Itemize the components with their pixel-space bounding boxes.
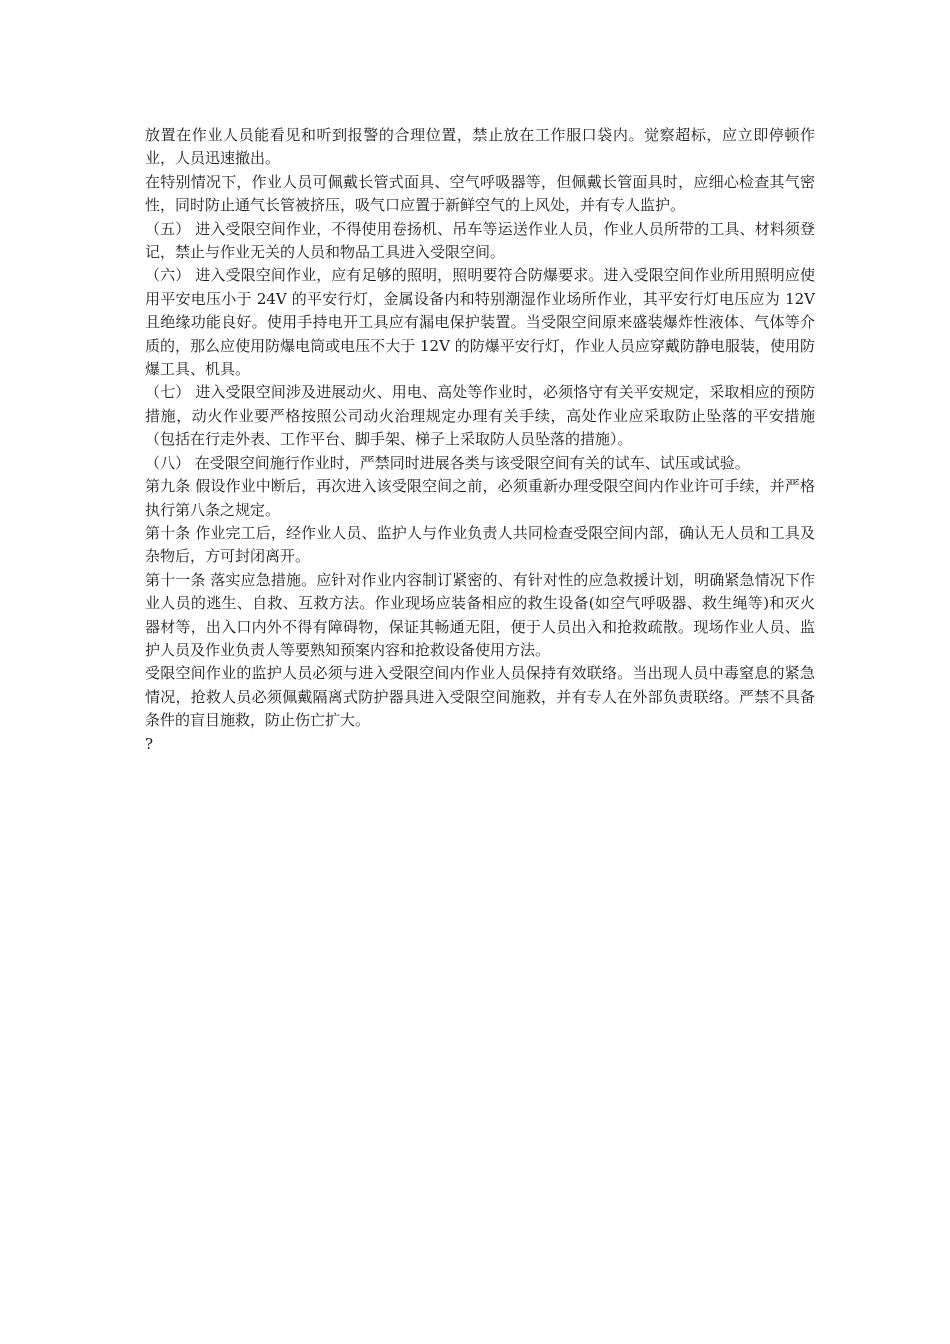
paragraph-item-7: （七） 进入受限空间涉及进展动火、用电、高处等作业时，必须恪守有关平安规定，采取相应的预防措施，动火作业要严格按照公司动火治理规定办理有关手续，高处作业应采取防止坠落的平安措施（包括在行走外表、工作平台、脚手架、梯子上采取防人员坠落的措施）。	[145, 383, 815, 449]
paragraph-item-8: （八） 在受限空间施行作业时，严禁同时进展各类与该受限空间有关的试车、试压或试验。	[145, 453, 750, 472]
document-body	[145, 124, 815, 756]
paragraph-article-9: 第九条 假设作业中断后，再次进入该受限空间之前，必须重新办理受限空间内作业许可手续，并严格执行第八条之规定。	[145, 477, 815, 519]
paragraph-monitor-contact: 受限空间作业的监护人员必须与进入受限空间内作业人员保持有效联络。当出现人员中毒窒息的紧急情况，抢救人员必须佩戴隔离式防护器具进入受限空间施救，并有专人在外部负责联络。严禁不具备条件的盲目施救，防止伤亡扩大。	[145, 664, 815, 730]
paragraph-item-5: （五） 进入受限空间作业，不得使用卷扬机、吊车等运送作业人员，作业人员所带的工具、材料须登记，禁止与作业无关的人员和物品工具进入受限空间。	[145, 219, 815, 262]
paragraph-article-10: 第十条 作业完工后，经作业人员、监护人与作业负责人共同检查受限空间内部，确认无人员和工具及杂物后，方可封闭离开。	[145, 523, 815, 566]
paragraph-article-11: 第十一条 落实应急措施。应针对作业内容制订紧密的、有针对性的应急救援计划，明确紧急情况下作业人员的逃生、自救、互救方法。作业现场应装备相应的救生设备(如空气呼吸器、救生绳等)和灭火器材等，出入口内外不得有障碍物，保证其畅通无阻，便于人员出入和抢救疏散。现场作业人员、监护人员及作业负责人等要熟知预案内容和抢救设备使用方法。	[145, 570, 815, 659]
paragraph-item-6: （六） 进入受限空间作业，应有足够的照明，照明要符合防爆要求。进入受限空间作业所用照明应使用平安电压小于 24V 的平安行灯，金属设备内和特别潮湿作业场所作业，其平安行灯电压应为 12V 且绝缘功能良好。使用手持电开工具应有漏电保护装置。当受限空间原来盛装爆炸性液体、气体等介质的，那么应使用防爆电筒或电压不大于 12V 的防爆平安行灯，作业人员应穿戴防静电服装，使用防爆工具、机具。	[145, 266, 815, 379]
paragraph-gas-detector: 放置在作业人员能看见和听到报警的合理位置，禁止放在工作服口袋内。觉察超标，应立即停顿作业，人员迅速撤出。	[145, 126, 815, 168]
paragraph-trailing-mark: ?	[145, 734, 154, 753]
paragraph-breathing-apparatus: 在特别情况下，作业人员可佩戴长管式面具、空气呼吸器等，但佩戴长管面具时，应细心检查其气密性，同时防止通气长管被挤压，吸气口应置于新鲜空气的上风处，并有专人监护。	[145, 172, 815, 215]
